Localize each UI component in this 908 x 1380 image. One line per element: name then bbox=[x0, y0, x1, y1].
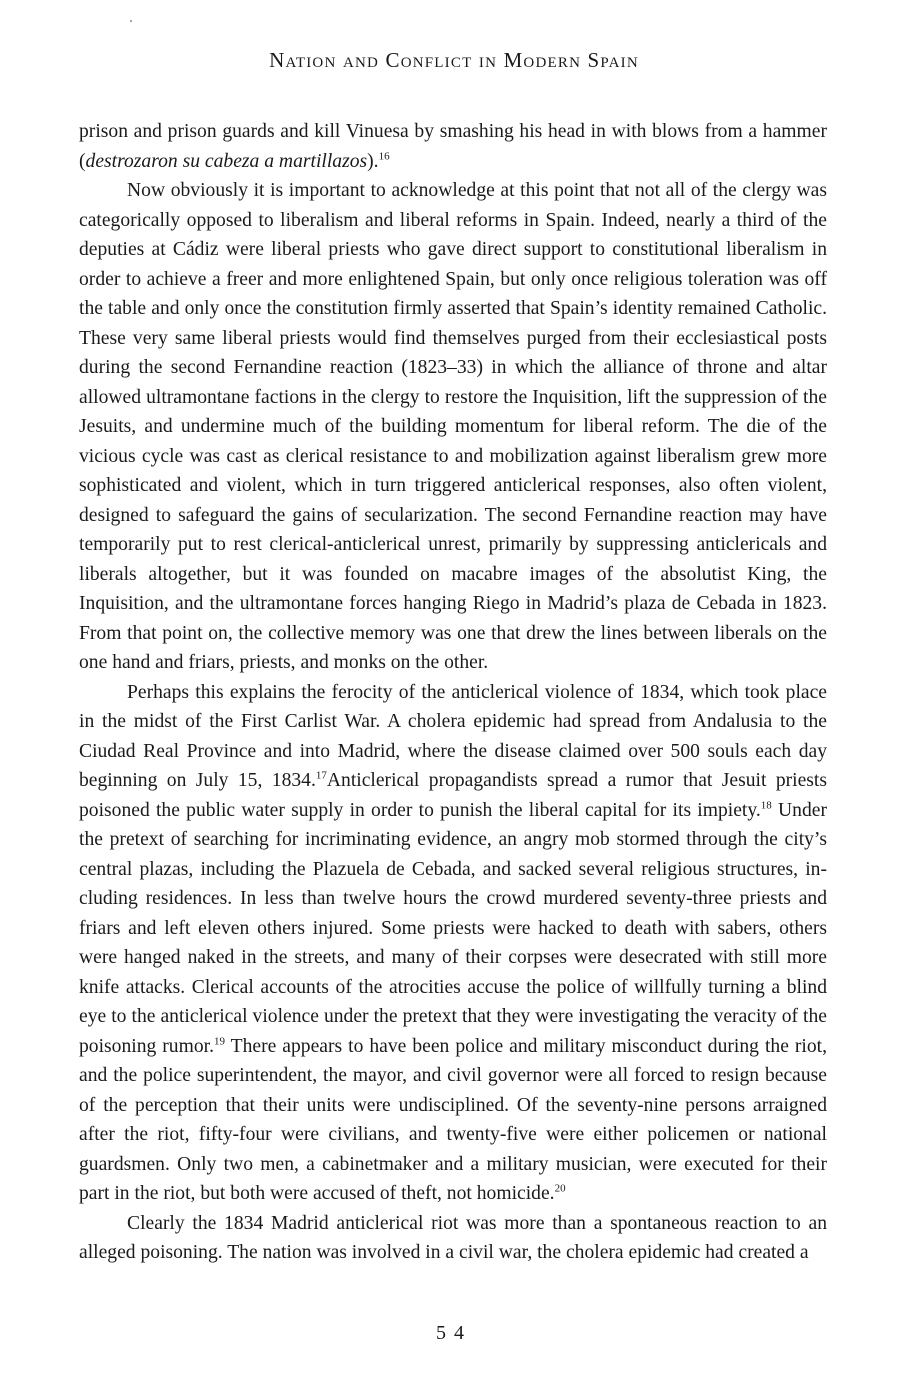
paragraph-1-close: ). bbox=[367, 150, 379, 172]
paragraph-3 bbox=[79, 678, 827, 1209]
paragraph-1 bbox=[79, 117, 827, 176]
footnote-ref-18: 18 bbox=[760, 798, 772, 811]
spanish-quote: destrozaron su cabeza a martillazos bbox=[85, 150, 368, 172]
footnote-ref-17: 17 bbox=[315, 769, 327, 782]
paragraph-3-text-a: Perhaps this explains the ferocity of the anticlerical violence of 1834, which took place in the midst of the First Carlist War. A cholera epidemic had spread from Andalusia to the Ciudad Real Province and into Madrid, where the disease claimed over 500 souls each day beginning on July 15, 1834. bbox=[79, 681, 827, 791]
footnote-ref-20: 20 bbox=[554, 1182, 566, 1195]
paragraph-3-text-c: Under the pretext of searching for incriminating evidence, an angry mob stormed through the city’s central plazas, including the Plazuela de Cebada, and sacked several religious structures, including residences. In less than twelve hours the crowd murdered seventy-three priests and friars and left eleven others injured. Some priests were hacked to death with sabers, others were hanged naked in the streets, and many of their corpses were desecrated with still more knife attacks. Clerical accounts of the atrocities accuse the police of willfully turning a blind eye to the anticlerical violence under the pretext that they were investigating the veracity of the poisoning rumor. bbox=[79, 799, 827, 1057]
running-header-title: Nation and Conflict in Modern Spain bbox=[269, 48, 639, 72]
body-text bbox=[79, 117, 827, 1268]
paragraph-1-text: prison and prison guards and kill Vinuesa by smashing his head in with blows from a hammer ( bbox=[79, 121, 827, 172]
footnote-ref-16: 16 bbox=[378, 149, 390, 162]
footnote-ref-19: 19 bbox=[214, 1034, 225, 1047]
paragraph-2: Now obviously it is important to acknowledge at this point that not all of the clergy was categorically opposed to liberalism and liberal reforms in Spain. Indeed, nearly a third of the deputies at Cádiz were liberal priests who gave direct support to constitutional liberalism in order to achieve a freer and more enlightened Spain, but only once religious toleration was off the table and only once the constitution firmly asserted that Spain’s identity remained Catholic. These very same liberal priests would find themselves purged from their ecclesiastical posts during the second Fernandine reaction (1823–33) in which the alliance of throne and altar allowed ultramontane factions in the clergy to restore the Inquisition, lift the suppression of the Jesuits, and undermine much of the building momentum for liberal reform. The die of the vicious cycle was cast as clerical resistance to and mobilization against liberalism grew more sophisticated and violent, which in turn triggered anticlerical responses, also often violent, designed to safeguard the gains of secularization. The second Fernandine reaction may have temporarily put to rest clerical-anticlerical unrest, primarily by suppressing anticlericals and liberals altogether, but it was founded on macabre images of the absolutist King, the Inquisition, and the ultramontane forces hanging Riego in Madrid’s plaza de Cebada in 1823. From that point on, the collective memory was one that drew the lines between liberals on the one hand and friars, priests, and monks on the other. bbox=[79, 180, 827, 673]
scan-speck bbox=[130, 20, 132, 22]
paragraph-4: Clearly the 1834 Madrid anticlerical riot was more than a spontaneous reaction to an alleged poisoning. The nation was involved in a civil war, the cholera epidemic had created a bbox=[79, 1212, 827, 1263]
paragraph-3-text-b: Anticlerical propagandists spread a rumor that Jesuit priests poisoned the public water supply in order to punish the liberal capital for its impiety. bbox=[79, 770, 827, 821]
paragraph-3-text-d: There appears to have been police and military misconduct during the riot, and the police superintendent, the mayor, and civil governor were all forced to resign because of the perception that their units were undisciplined. Of the seventy-nine persons arraigned after the riot, fifty-four were civilians, and twenty-five were either policemen or national guardsmen. Only two men, a cabinetmaker and a military musician, were executed for their part in the riot, but both were accused of theft, not homicide. bbox=[79, 1035, 827, 1204]
page-number: 54 bbox=[436, 1322, 472, 1344]
